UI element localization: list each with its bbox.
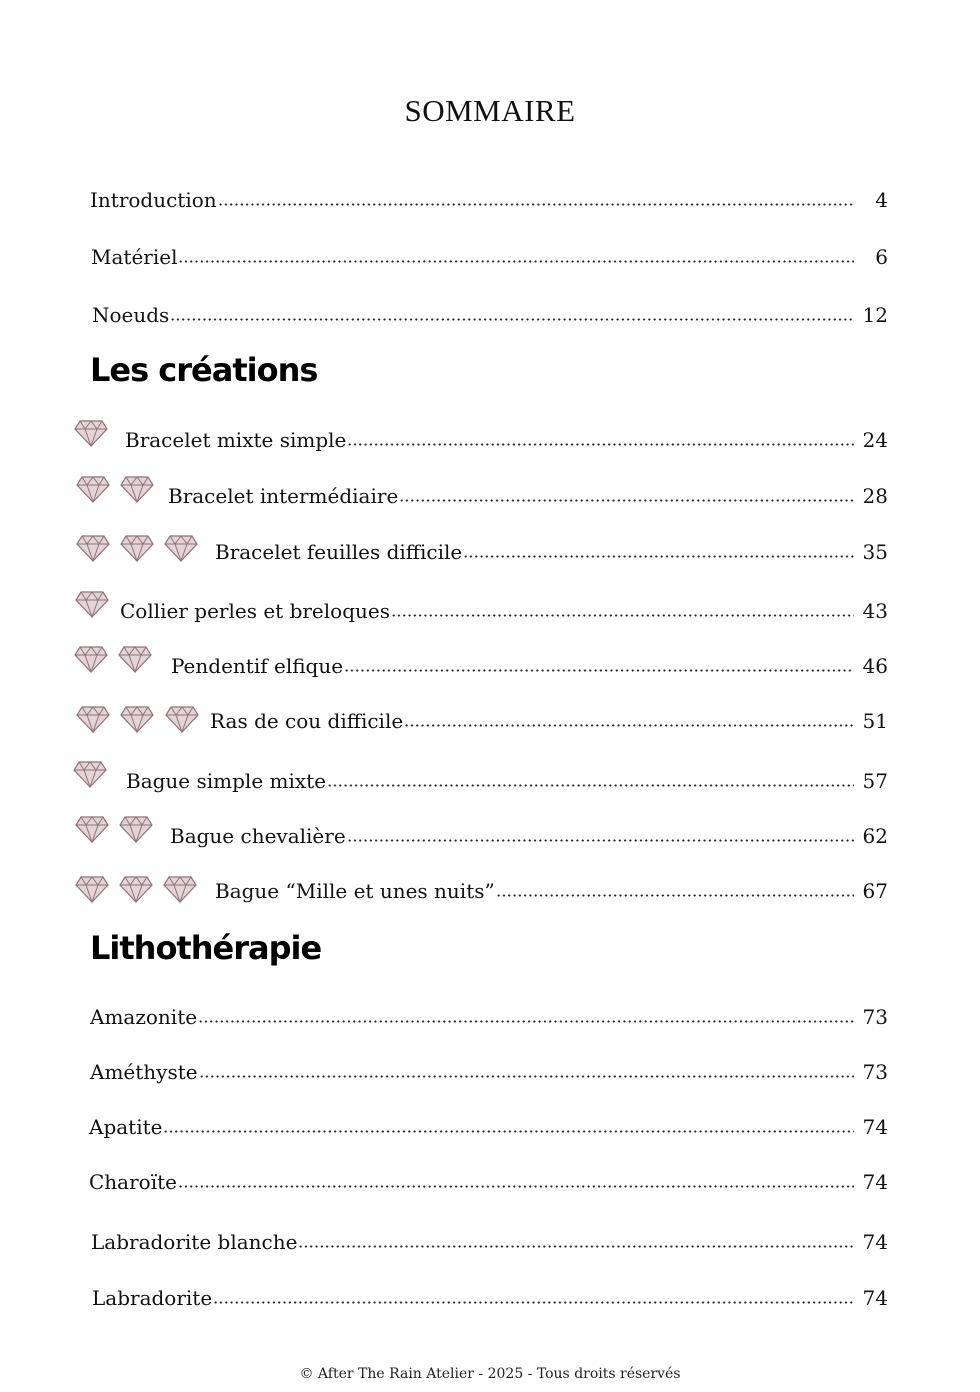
diamond-icon	[74, 814, 110, 844]
toc-entry-creation[interactable]	[210, 699, 888, 733]
diamond-icon	[75, 704, 111, 734]
toc-entry-stone[interactable]	[90, 995, 888, 1029]
dot-leader	[218, 203, 854, 206]
toc-entry-creation[interactable]	[170, 814, 888, 848]
diamond-icon	[118, 814, 154, 844]
toc-entry-label: Collier perles et breloques	[120, 599, 390, 623]
dot-leader	[213, 1301, 854, 1304]
dot-leader	[391, 614, 854, 617]
dot-leader	[399, 499, 854, 502]
toc-entry-materiel[interactable]	[91, 235, 888, 269]
dot-leader	[344, 669, 854, 672]
toc-entry-page: 24	[862, 428, 888, 452]
diamond-icon	[72, 759, 108, 789]
toc-entry-introduction[interactable]	[90, 178, 888, 212]
toc-entry-label: Bague “Mille et unes nuits”	[215, 879, 495, 903]
dot-leader	[170, 318, 854, 321]
diamond-icon	[75, 474, 111, 504]
toc-entry-page: 35	[862, 540, 888, 564]
toc-entry-page: 46	[862, 654, 888, 678]
toc-entry-label: Pendentif elfique	[171, 654, 344, 678]
toc-entry-label: Matériel	[91, 245, 178, 269]
dot-leader	[463, 555, 854, 558]
toc-entry-label: Amazonite	[90, 1005, 198, 1029]
toc-entry-creation[interactable]	[215, 869, 888, 903]
toc-entry-page: 4	[875, 188, 888, 212]
toc-entry-creation[interactable]	[168, 474, 888, 508]
toc-entry-creation[interactable]	[126, 759, 888, 793]
diamond-icon	[119, 474, 155, 504]
toc-entry-label: Noeuds	[92, 303, 170, 327]
toc-entry-creation[interactable]	[120, 589, 888, 623]
toc-entry-page: 6	[875, 245, 888, 269]
diamond-icon	[118, 874, 154, 904]
toc-entry-stone[interactable]	[89, 1105, 888, 1139]
toc-entry-page: 28	[862, 484, 888, 508]
toc-entry-label: Charoïte	[89, 1170, 177, 1194]
toc-entry-page: 12	[862, 303, 888, 327]
diamond-icon	[73, 418, 109, 448]
diamond-icon	[73, 644, 109, 674]
toc-entry-page: 43	[862, 599, 888, 623]
toc-entry-creation[interactable]	[125, 418, 888, 452]
toc-entry-label: Bracelet intermédiaire	[168, 484, 399, 508]
toc-entry-page: 67	[862, 879, 888, 903]
toc-entry-creation[interactable]	[171, 644, 888, 678]
diamond-icon	[164, 704, 200, 734]
dot-leader	[178, 260, 854, 263]
toc-entry-page: 74	[862, 1170, 888, 1194]
dot-leader	[347, 839, 854, 842]
toc-entry-label: Améthyste	[90, 1060, 198, 1084]
section-heading-lithotherapie: Lithothérapie	[90, 929, 322, 967]
diamond-icon	[119, 704, 155, 734]
toc-entry-page: 73	[862, 1060, 888, 1084]
toc-entry-creation[interactable]	[215, 530, 888, 564]
diamond-icon	[74, 589, 110, 619]
toc-entry-page: 51	[862, 709, 888, 733]
dot-leader	[327, 784, 854, 787]
toc-entry-label: Bracelet mixte simple	[125, 428, 347, 452]
section-heading-creations: Les créations	[90, 351, 318, 389]
toc-entry-page: 62	[862, 824, 888, 848]
toc-entry-page: 74	[862, 1286, 888, 1310]
toc-entry-label: Bague chevalière	[170, 824, 346, 848]
toc-entry-label: Apatite	[89, 1115, 163, 1139]
toc-entry-stone[interactable]	[90, 1050, 888, 1084]
dot-leader	[347, 443, 854, 446]
toc-entry-stone[interactable]	[91, 1220, 888, 1254]
dot-leader	[404, 724, 854, 727]
toc-entry-stone[interactable]	[89, 1160, 888, 1194]
dot-leader	[163, 1130, 854, 1133]
toc-entry-label: Bague simple mixte	[126, 769, 327, 793]
diamond-icon	[74, 874, 110, 904]
toc-entry-label: Introduction	[90, 188, 217, 212]
diamond-icon	[162, 874, 198, 904]
dot-leader	[178, 1185, 854, 1188]
diamond-icon	[119, 533, 155, 563]
page-title: SOMMAIRE	[404, 93, 576, 128]
copyright-footer: © After The Rain Atelier - 2025 - Tous droits réservés	[299, 1366, 681, 1382]
toc-entry-label: Bracelet feuilles difficile	[215, 540, 463, 564]
dot-leader	[199, 1075, 854, 1078]
dot-leader	[496, 894, 854, 897]
toc-entry-page: 74	[862, 1230, 888, 1254]
toc-entry-label: Labradorite	[92, 1286, 213, 1310]
diamond-icon	[163, 533, 199, 563]
toc-entry-page: 73	[862, 1005, 888, 1029]
diamond-icon	[75, 533, 111, 563]
dot-leader	[198, 1020, 854, 1023]
toc-entry-noeuds[interactable]	[92, 293, 888, 327]
dot-leader	[298, 1245, 854, 1248]
toc-entry-label: Labradorite blanche	[91, 1230, 298, 1254]
toc-entry-label: Ras de cou difficile	[210, 709, 404, 733]
toc-entry-page: 57	[862, 769, 888, 793]
toc-entry-page: 74	[862, 1115, 888, 1139]
diamond-icon	[117, 644, 153, 674]
toc-entry-stone[interactable]	[92, 1276, 888, 1310]
